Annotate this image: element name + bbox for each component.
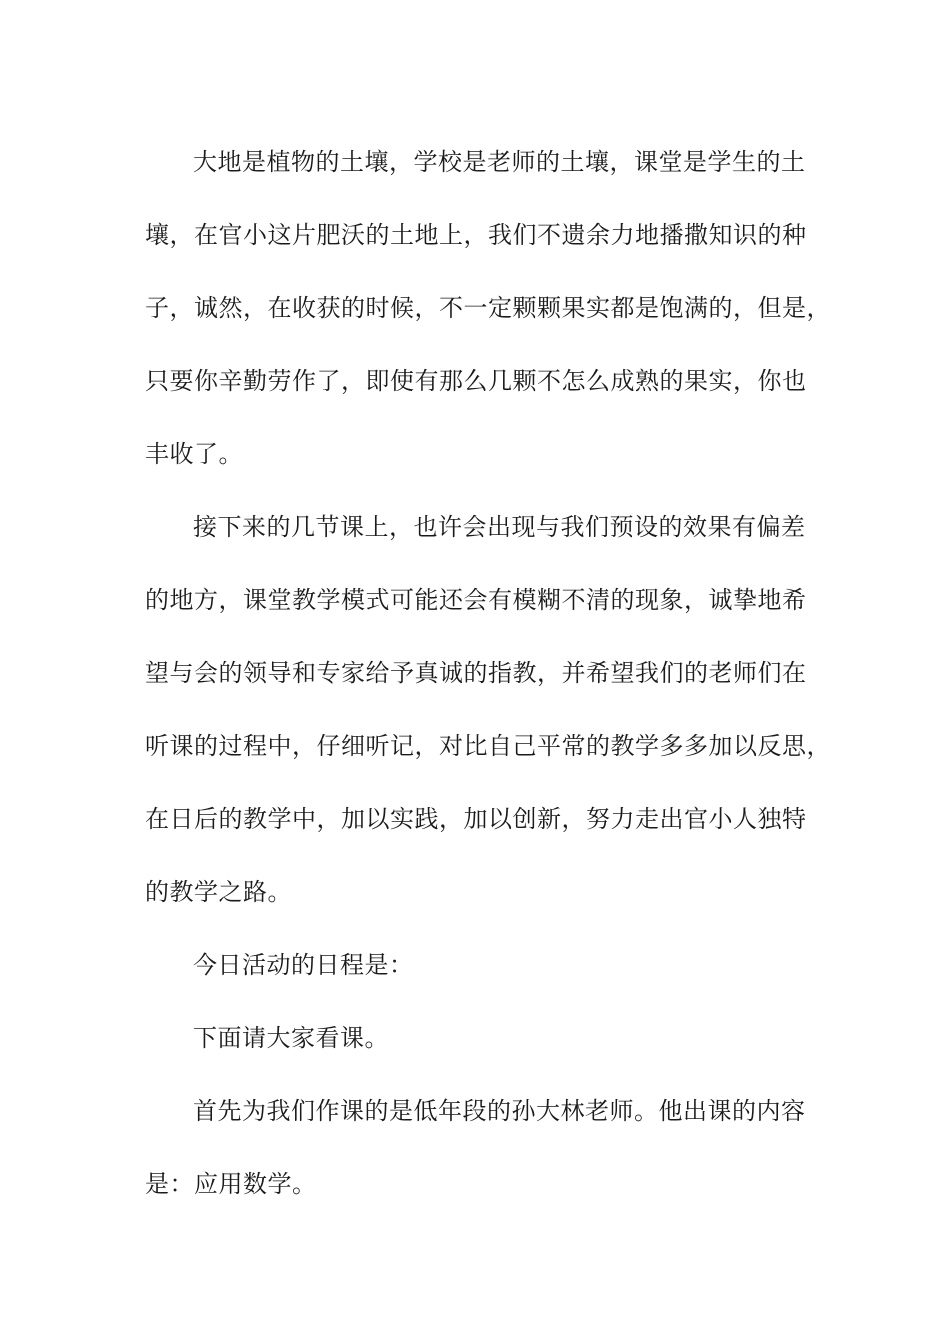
paragraph-2-line-5: 在日后的教学中，加以实践，加以创新，努力走出官小人独特 <box>145 805 807 833</box>
paragraph-1-line-3: 子，诚然，在收获的时候，不一定颗颗果实都是饱满的，但是， <box>145 294 831 322</box>
paragraph-2-line-3: 望与会的领导和专家给予真诚的指教，并希望我们的老师们在 <box>145 659 807 687</box>
paragraph-2-line-4: 听课的过程中，仔细听记，对比自己平常的教学多多加以反思， <box>145 732 831 760</box>
paragraph-1-line-1: 大地是植物的土壤，学校是老师的土壤，课堂是学生的土 <box>193 148 806 176</box>
paragraph-2-line-1: 接下来的几节课上，也许会出现与我们预设的效果有偏差 <box>193 513 806 541</box>
paragraph-5-line-1: 首先为我们作课的是低年段的孙大林老师。他出课的内容 <box>193 1097 806 1125</box>
paragraph-1-line-2: 壤，在官小这片肥沃的土地上，我们不遗余力地播撒知识的种 <box>145 221 807 249</box>
paragraph-1-line-5: 丰收了。 <box>145 440 243 468</box>
paragraph-2-line-2: 的地方，课堂教学模式可能还会有模糊不清的现象，诚挚地希 <box>145 586 807 614</box>
paragraph-3-line-1: 今日活动的日程是： <box>193 951 414 979</box>
body-text <box>145 126 831 1221</box>
paragraph-2-line-6: 的教学之路。 <box>145 878 292 906</box>
paragraph-5-line-2: 是：应用数学。 <box>145 1170 317 1198</box>
paragraph-1-line-4: 只要你辛勤劳作了，即使有那么几颗不怎么成熟的果实，你也 <box>145 367 807 395</box>
paragraph-4-line-1: 下面请大家看课。 <box>193 1024 389 1052</box>
